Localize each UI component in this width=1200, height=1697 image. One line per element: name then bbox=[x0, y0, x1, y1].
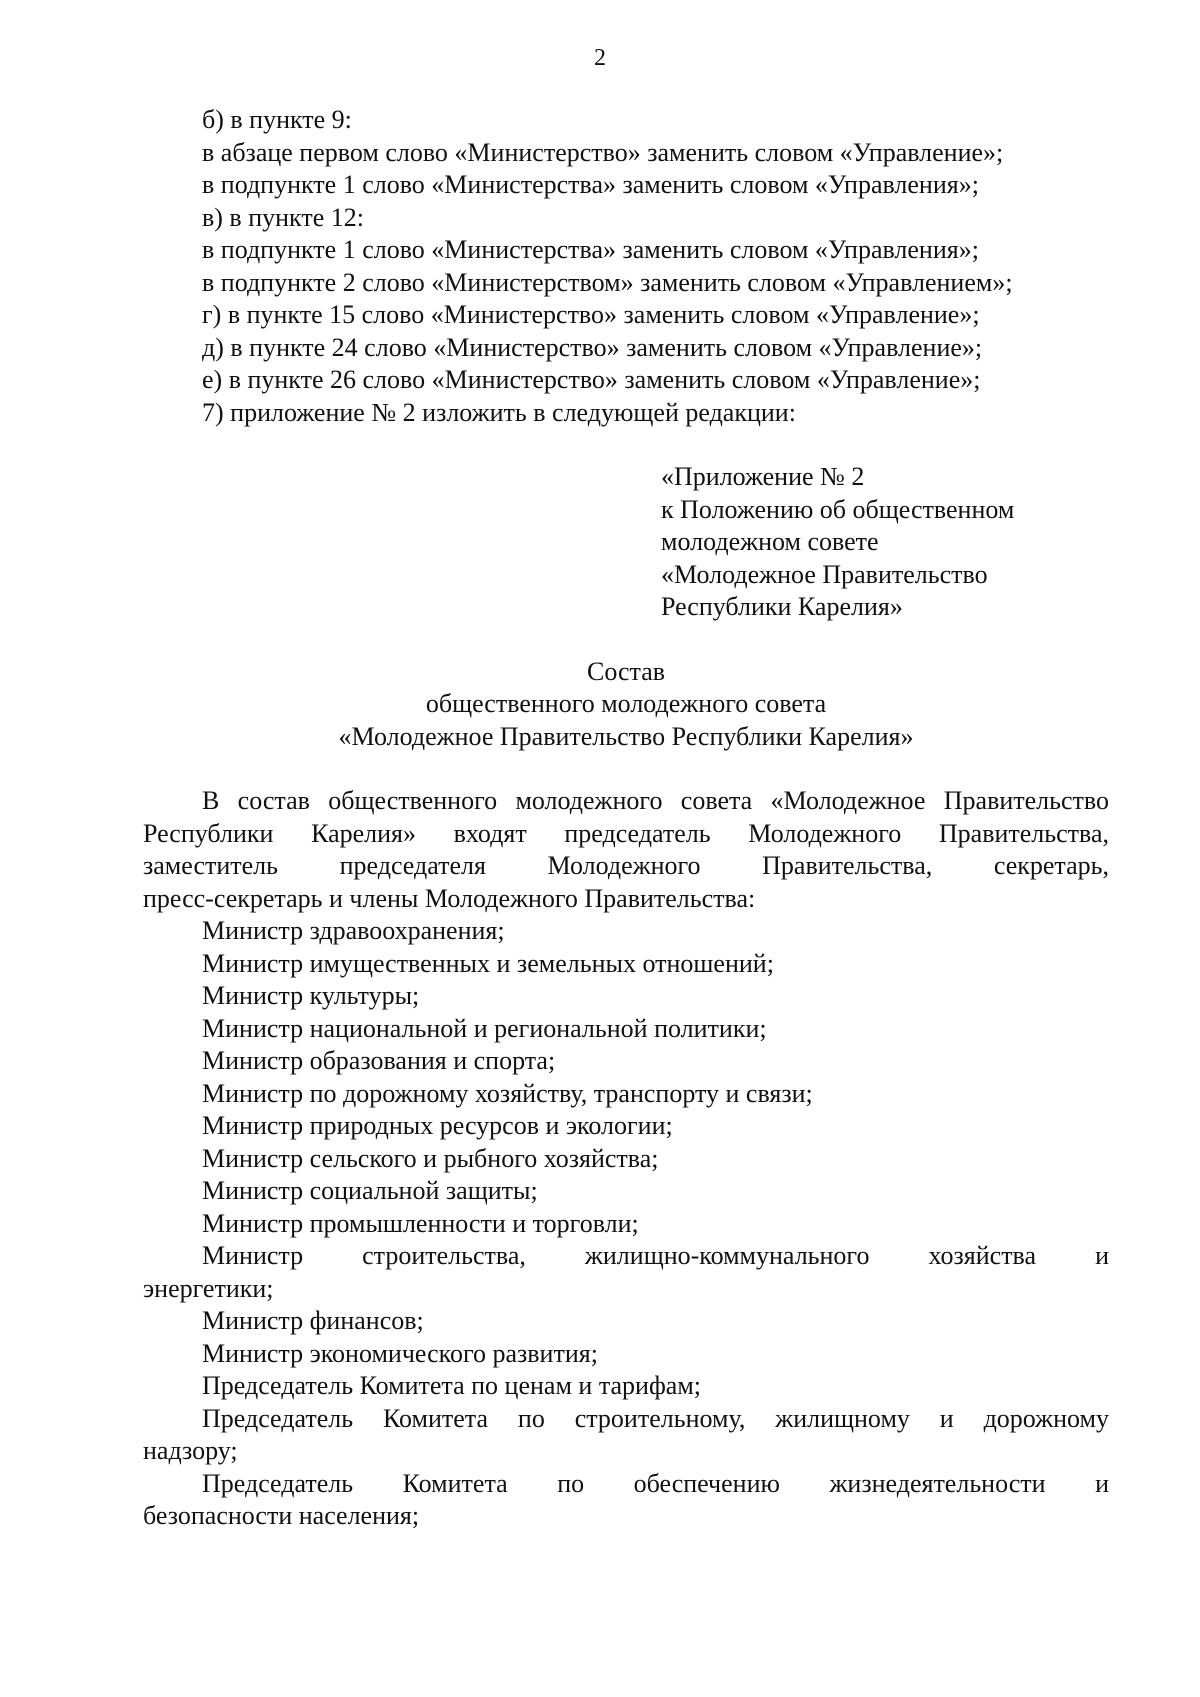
appendix-header-line: молодежном совете bbox=[661, 527, 879, 556]
appendix-header-line: «Молодежное Правительство bbox=[661, 559, 988, 589]
member-item: Министр культуры; bbox=[202, 981, 420, 1010]
member-item: Министр здравоохранения; bbox=[202, 916, 505, 945]
amendment-line: в подпункте 1 слово «Министерства» заменить словом «Управления»; bbox=[202, 235, 979, 264]
document-body bbox=[143, 104, 1109, 1533]
intro-line: пресс-секретарь и члены Молодежного Правительства: bbox=[143, 883, 756, 913]
amendment-line: в) в пункте 12: bbox=[202, 202, 364, 232]
member-item: Министр природных ресурсов и экологии; bbox=[202, 1111, 673, 1140]
amendment-line: 7) приложение № 2 изложить в следующей редакции: bbox=[202, 397, 796, 427]
member-item: Министр строительства, жилищно-коммунального хозяйства и bbox=[202, 1241, 1109, 1270]
appendix-header-line: «Приложение № 2 bbox=[661, 462, 865, 491]
member-item: Министр социальной защиты; bbox=[202, 1176, 538, 1205]
title-line: Состав bbox=[586, 656, 666, 686]
member-item: Министр финансов; bbox=[202, 1306, 424, 1335]
page-number: 2 bbox=[594, 45, 606, 71]
amendment-line: е) в пункте 26 слово «Министерство» заменить словом «Управление»; bbox=[202, 365, 981, 394]
section-title bbox=[143, 656, 1109, 754]
intro-line: В состав общественного молодежного совета «Молодежное Правительство bbox=[202, 786, 1109, 815]
member-item: Министр промышленности и торговли; bbox=[202, 1208, 639, 1238]
member-item: Председатель Комитета по строительному, жилищному и дорожному bbox=[202, 1403, 1109, 1433]
amendments-list bbox=[143, 104, 1109, 429]
member-item: Министр имущественных и земельных отношений; bbox=[202, 948, 774, 978]
intro-line: заместитель председателя Молодежного Правительства, секретарь, bbox=[143, 851, 1109, 880]
amendment-line: б) в пункте 9: bbox=[202, 105, 352, 134]
composition-paragraph bbox=[143, 785, 1109, 1533]
appendix-header-line: Республики Карелия» bbox=[661, 592, 903, 621]
member-item: Министр образования и спорта; bbox=[202, 1046, 556, 1075]
member-item-continuation: надзору; bbox=[143, 1436, 238, 1465]
appendix-header bbox=[661, 461, 1109, 624]
member-item: Министр сельского и рыбного хозяйства; bbox=[202, 1143, 659, 1173]
amendment-line: в подпункте 1 слово «Министерства» заменить словом «Управления»; bbox=[202, 170, 979, 199]
intro-line: Республики Карелия» входят председатель Молодежного Правительства, bbox=[143, 818, 1109, 848]
title-line: общественного молодежного совета bbox=[425, 689, 827, 718]
amendment-line: в абзаце первом слово «Министерство» заменить словом «Управление»; bbox=[202, 137, 1004, 167]
member-item: Председатель Комитета по обеспечению жизнедеятельности и bbox=[202, 1468, 1109, 1498]
amendment-line: в подпункте 2 слово «Министерством» заменить словом «Управлением»; bbox=[202, 267, 1013, 297]
member-item: Министр экономического развития; bbox=[202, 1338, 598, 1368]
member-item: Министр по дорожному хозяйству, транспорту и связи; bbox=[202, 1078, 813, 1108]
member-item-continuation: энергетики; bbox=[143, 1273, 274, 1303]
member-item: Министр национальной и региональной политики; bbox=[202, 1013, 767, 1043]
title-line: «Молодежное Правительство Республики Карелия» bbox=[338, 721, 914, 751]
member-item-continuation: безопасности населения; bbox=[143, 1501, 420, 1530]
amendment-line: г) в пункте 15 слово «Министерство» заменить словом «Управление»; bbox=[202, 300, 980, 329]
member-item: Председатель Комитета по ценам и тарифам; bbox=[202, 1371, 702, 1400]
amendment-line: д) в пункте 24 слово «Министерство» заменить словом «Управление»; bbox=[202, 332, 983, 362]
appendix-header-line: к Положению об общественном bbox=[661, 494, 1015, 524]
